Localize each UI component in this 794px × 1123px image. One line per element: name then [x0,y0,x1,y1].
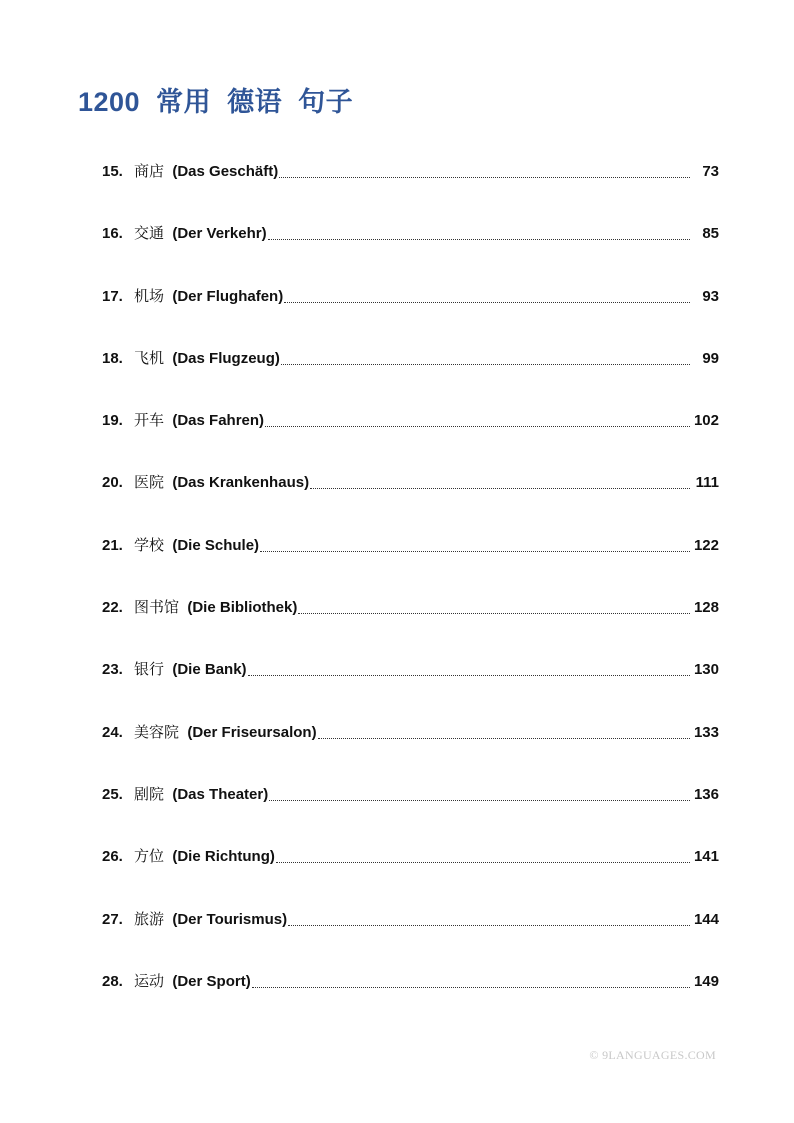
dot-leader [276,845,690,863]
toc-page-number: 73 [702,163,719,180]
dot-leader [281,347,690,365]
dot-leader [318,721,690,739]
toc-german-title: (Die Schule) [172,536,260,554]
toc-page-number: 149 [693,972,719,990]
toc-german-title: (Das Flugzeug) [172,349,280,367]
toc-number: 21. [102,536,123,554]
toc-chinese-title: 剧院 [134,785,165,803]
toc-entry[interactable] [102,160,719,222]
toc-german-title: (Der Tourismus) [172,910,288,928]
toc-page-number: 141 [693,848,719,866]
toc-number: 23. [102,661,123,679]
toc-chinese-title: 机场 [134,287,165,305]
toc-entry[interactable] [102,534,719,596]
toc-chinese-title: 飞机 [134,349,165,367]
toc-page-number: 102 [693,412,719,430]
toc-german-title: (Das Krankenhaus) [172,474,310,492]
toc-page-number: 99 [702,349,719,367]
toc-chinese-title: 方位 [134,848,165,866]
toc-page-number: 111 [695,474,719,492]
toc-german-title: (Der Verkehr) [172,225,267,243]
toc-chinese-title: 图书馆 [134,599,180,617]
toc-entry[interactable] [102,222,719,284]
toc-german-title: (Die Bibliothek) [187,599,298,617]
toc-german-title: (Die Bank) [172,661,247,679]
toc-german-title: (Die Richtung) [172,848,275,866]
toc-number: 15. [102,163,123,180]
toc-page-number: 122 [693,536,719,554]
toc-number: 25. [102,785,123,803]
toc-german-title: (Der Flughafen) [172,287,284,305]
toc-entry[interactable] [102,783,719,845]
toc-german-title: (Der Friseursalon) [187,723,317,741]
dot-leader [298,596,690,614]
toc-entry[interactable] [102,285,719,347]
dot-leader [279,160,690,178]
toc-entry[interactable] [102,658,719,720]
toc-page-number: 144 [693,910,719,928]
dot-leader [248,658,690,676]
toc-page-number: 133 [693,723,719,741]
toc-chinese-title: 银行 [134,661,165,679]
toc-entry[interactable] [102,970,719,1032]
dot-leader [260,534,690,552]
toc-chinese-title: 商店 [134,163,165,180]
toc-chinese-title: 运动 [134,972,165,990]
toc-entry[interactable] [102,596,719,658]
dot-leader [284,285,690,303]
toc-page-number: 136 [693,785,719,803]
toc-number: 19. [102,412,123,430]
toc-number: 24. [102,723,123,741]
toc-number: 26. [102,848,123,866]
toc-german-title: (Das Fahren) [172,412,265,430]
toc-german-title: (Der Sport) [172,972,251,990]
toc-entry[interactable] [102,721,719,783]
toc-number: 20. [102,474,123,492]
dot-leader [288,908,690,926]
toc-number: 28. [102,972,123,990]
toc-page-number: 93 [702,287,719,305]
dot-leader [265,409,690,427]
toc-entry[interactable] [102,908,719,970]
page-title: 1200 常用 德语 句子 [78,87,354,117]
toc-chinese-title: 医院 [134,474,165,492]
toc-entry[interactable] [102,471,719,533]
toc-page-number: 128 [693,599,719,617]
dot-leader [310,471,690,489]
toc-chinese-title: 学校 [134,536,165,554]
toc-page-number: 130 [693,661,719,679]
toc-german-title: (Das Geschäft) [172,163,279,180]
toc-chinese-title: 旅游 [134,910,165,928]
dot-leader [268,222,690,240]
toc-chinese-title: 美容院 [134,723,180,741]
toc-number: 22. [102,599,123,617]
toc-entry[interactable] [102,845,719,907]
toc-number: 17. [102,287,123,305]
toc-chinese-title: 开车 [134,412,165,430]
dot-leader [252,970,690,988]
toc-page-number: 85 [702,225,719,243]
toc-entry[interactable] [102,347,719,409]
dot-leader [269,783,690,801]
toc-number: 27. [102,910,123,928]
toc-number: 18. [102,349,123,367]
toc-number: 16. [102,225,123,243]
toc-entry[interactable] [102,409,719,471]
copyright-watermark: © 9LANGUAGES.COM [589,1048,716,1062]
table-of-contents [102,160,719,1032]
toc-chinese-title: 交通 [134,225,165,243]
toc-german-title: (Das Theater) [172,785,269,803]
